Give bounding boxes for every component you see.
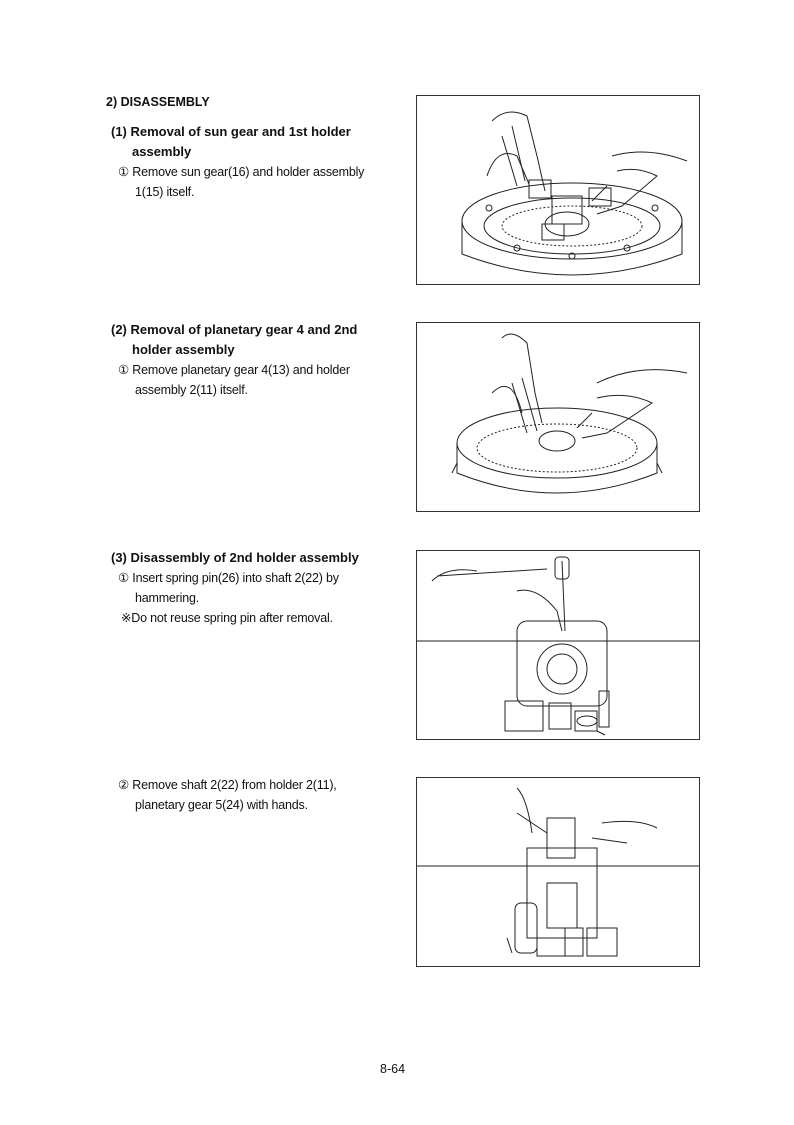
item-line1: Remove sun gear(16) and holder assembly [132, 165, 365, 179]
item-line1: Remove shaft 2(22) from holder 2(11), [132, 778, 337, 792]
step-4-item-2 [118, 775, 380, 815]
step-2-heading-line1: (2) Removal of planetary gear 4 and 2nd [111, 322, 358, 337]
item-line1: Insert spring pin(26) into shaft 2(22) by [132, 571, 339, 585]
figure-spring-pin-hammering [416, 550, 700, 740]
step-2-item-1 [118, 360, 380, 400]
page-number: 8-64 [380, 1062, 406, 1076]
item-marker: ① [118, 165, 130, 179]
step-3-item-1 [118, 568, 380, 608]
item-line2: hammering. [135, 591, 199, 605]
step-1-heading-line2: assembly [132, 144, 192, 159]
item-marker: ① [118, 363, 130, 377]
item-marker: ② [118, 778, 130, 792]
step-3-note [121, 608, 383, 628]
item-line2: planetary gear 5(24) with hands. [135, 798, 308, 812]
item-line1: Remove planetary gear 4(13) and holder [132, 363, 350, 377]
note-marker: ※ [121, 611, 132, 625]
step-1-item-1 [118, 162, 380, 202]
item-line2: 1(15) itself. [135, 185, 195, 199]
item-line2: assembly 2(11) itself. [135, 383, 248, 397]
step-3-heading-line1: (3) Disassembly of 2nd holder assembly [111, 550, 359, 565]
figure-planetary-gear-removal [416, 322, 700, 512]
step-3-heading [111, 548, 381, 568]
step-1-heading [111, 122, 381, 162]
step-1-heading-line1: (1) Removal of sun gear and 1st holder [111, 124, 351, 139]
step-2-heading-line2: holder assembly [132, 342, 235, 357]
figure-shaft-removal [416, 777, 700, 967]
note-text: Do not reuse spring pin after removal. [131, 611, 333, 625]
section-title: 2) DISASSEMBLY [106, 95, 210, 109]
item-marker: ① [118, 571, 130, 585]
figure-sun-gear-removal [416, 95, 700, 285]
step-2-heading [111, 320, 381, 360]
